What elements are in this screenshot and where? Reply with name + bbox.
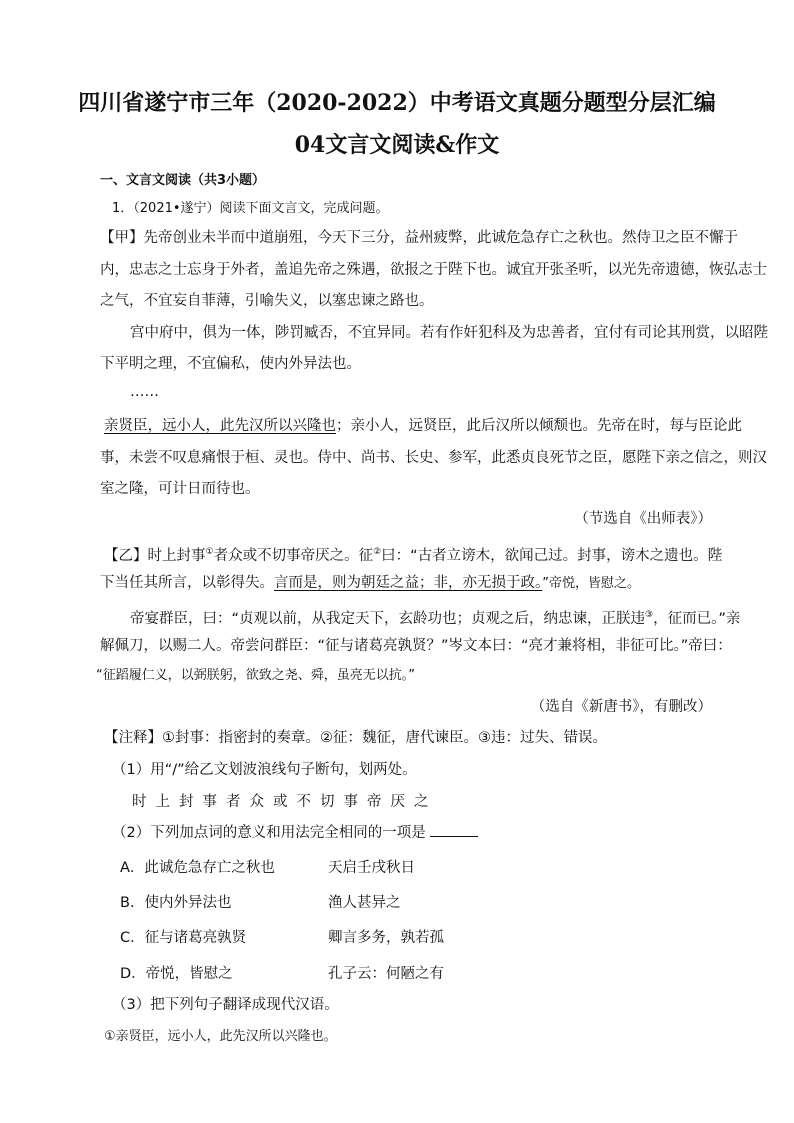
passage-yi-line1-c: 曰：“古者立谤木，欲闻己过。封事，谤木之遗也。陛	[381, 547, 723, 564]
passage-yi-line1-a: 【乙】时上封事	[104, 547, 206, 564]
option-c-right: 卿言多务，孰若孤	[328, 930, 444, 946]
note-ref-2: ②	[373, 547, 382, 557]
question-1-part3-item1: ①亲贤臣，远小人，此先汉所以兴隆也。	[104, 1029, 337, 1044]
passage-yi-line5: “征蹈履仁义，以弼朕躬，欲致之尧、舜，虽亮无以抗。”	[96, 668, 415, 683]
document-title-line2: 04文言文阅读&作文	[294, 132, 500, 158]
passage-yi-line4: 解佩刀，以赐二人。帝尝问群臣：“征与诸葛亮孰贤？”岑文本曰：“亮才兼将相，非征可比。”帝曰：	[100, 638, 732, 654]
option-b-right: 渔人甚异之	[328, 895, 401, 911]
passage-jia-line3: 之气，不宜妄自菲薄，引喻失义，以塞忠谏之路也。	[100, 293, 434, 309]
passage-jia-line8: 室之隆，可计日而待也。	[100, 481, 260, 497]
option-a-left: A．此诚危急存亡之秋也	[120, 860, 275, 876]
passage-yi-line3-b: ，征而已。”亲	[653, 610, 741, 627]
passage-yi-line3-a: 帝宴群臣，曰：“贞观以前，从我定天下，玄龄功也；贞观之后，纳忠谏，正朕违	[130, 610, 646, 627]
underlined-sentence-jia: 亲贤臣，远小人，此先汉所以兴隆也	[104, 418, 336, 434]
passage-jia-line6-rest: ；亲小人，远贤臣，此后汉所以倾颓也。先帝在时，每与臣论此	[336, 418, 742, 434]
note-ref-1: ①	[205, 547, 214, 557]
option-d-left: D．帝悦，皆慰之	[120, 966, 233, 982]
passage-jia-line4: 宫中府中，俱为一体，陟罚臧否，不宜异同。若有作奸犯科及为忠善者，宜付有司论其刑赏，以昭陛	[130, 325, 768, 341]
document-title-line1: 四川省遂宁市三年（2020-2022）中考语文真题分题型分层汇编	[78, 90, 716, 116]
passage-yi-line3	[130, 605, 750, 629]
passage-yi-line1	[104, 542, 724, 566]
option-d-right: 孔子云：何陋之有	[328, 966, 444, 982]
passage-jia-ellipsis: ……	[130, 384, 159, 400]
option-a-right: 天启壬戌秋日	[328, 860, 415, 876]
question-1-part1: （1）用“/”给乙文划波浪线句子断句，划两处。	[112, 762, 417, 778]
option-b-left: B．使内外异法也	[120, 895, 232, 911]
question-1-part3: （3）把下列句子翻译成现代汉语。	[112, 997, 339, 1013]
passage-jia-line7: 事，未尝不叹息痛恨于桓、灵也。侍中、尚书、长史、参军，此悉贞良死节之臣，愿陛下亲之信之，则汉	[100, 450, 767, 466]
passage-jia-line5: 下平明之理，不宜偏私，使内外异法也。	[100, 356, 361, 372]
passage-yi-line2	[100, 573, 720, 594]
passage-yi-line2-a: 下当任其所言，以彰得失。	[100, 575, 274, 591]
option-c-left: C．征与诸葛亮孰贤	[120, 930, 247, 946]
passage-jia-source: （节选自《出师表》）	[574, 511, 712, 527]
question-1-part2	[112, 822, 732, 843]
note-ref-3: ③	[645, 610, 654, 620]
passage-yi-line1-b: 者众或不切事帝厌之。征	[213, 547, 374, 564]
passage-jia-line1: 【甲】先帝创业未半而中道崩殂，今天下三分，益州疲弊，此诚危急存亡之秋也。然侍卫之臣不懈于	[100, 230, 738, 246]
annotation-note: 【注释】①封事：指密封的奏章。②征：魏征，唐代谏臣。③违：过失、错误。	[104, 730, 607, 746]
section-heading: 一、文言文阅读（共3小题）	[100, 173, 266, 188]
question-1-part1-sentence: 时上封事者众或不切事帝厌之	[132, 794, 438, 810]
passage-yi-source: （选自《新唐书》，有删改）	[530, 699, 712, 715]
passage-jia-line2: 内，忠志之士忘身于外者，盖追先帝之殊遇，欲报之于陛下也。诚宜开张圣听，以光先帝遗德，恢弘志士	[100, 262, 767, 278]
passage-yi-line2-b: ”帝悦，皆慰之。	[542, 576, 640, 591]
answer-blank[interactable]	[430, 822, 478, 837]
question-1-part2-text: （2）下列加点词的意义和用法完全相同的一项是	[112, 825, 426, 841]
underlined-sentence-yi: 言而是，则为朝廷之益；非，亦无损于政。	[274, 575, 543, 591]
question-1-intro: 1．（2021•遂宁）阅读下面文言文，完成问题。	[112, 201, 389, 216]
passage-jia-line6	[104, 416, 742, 436]
